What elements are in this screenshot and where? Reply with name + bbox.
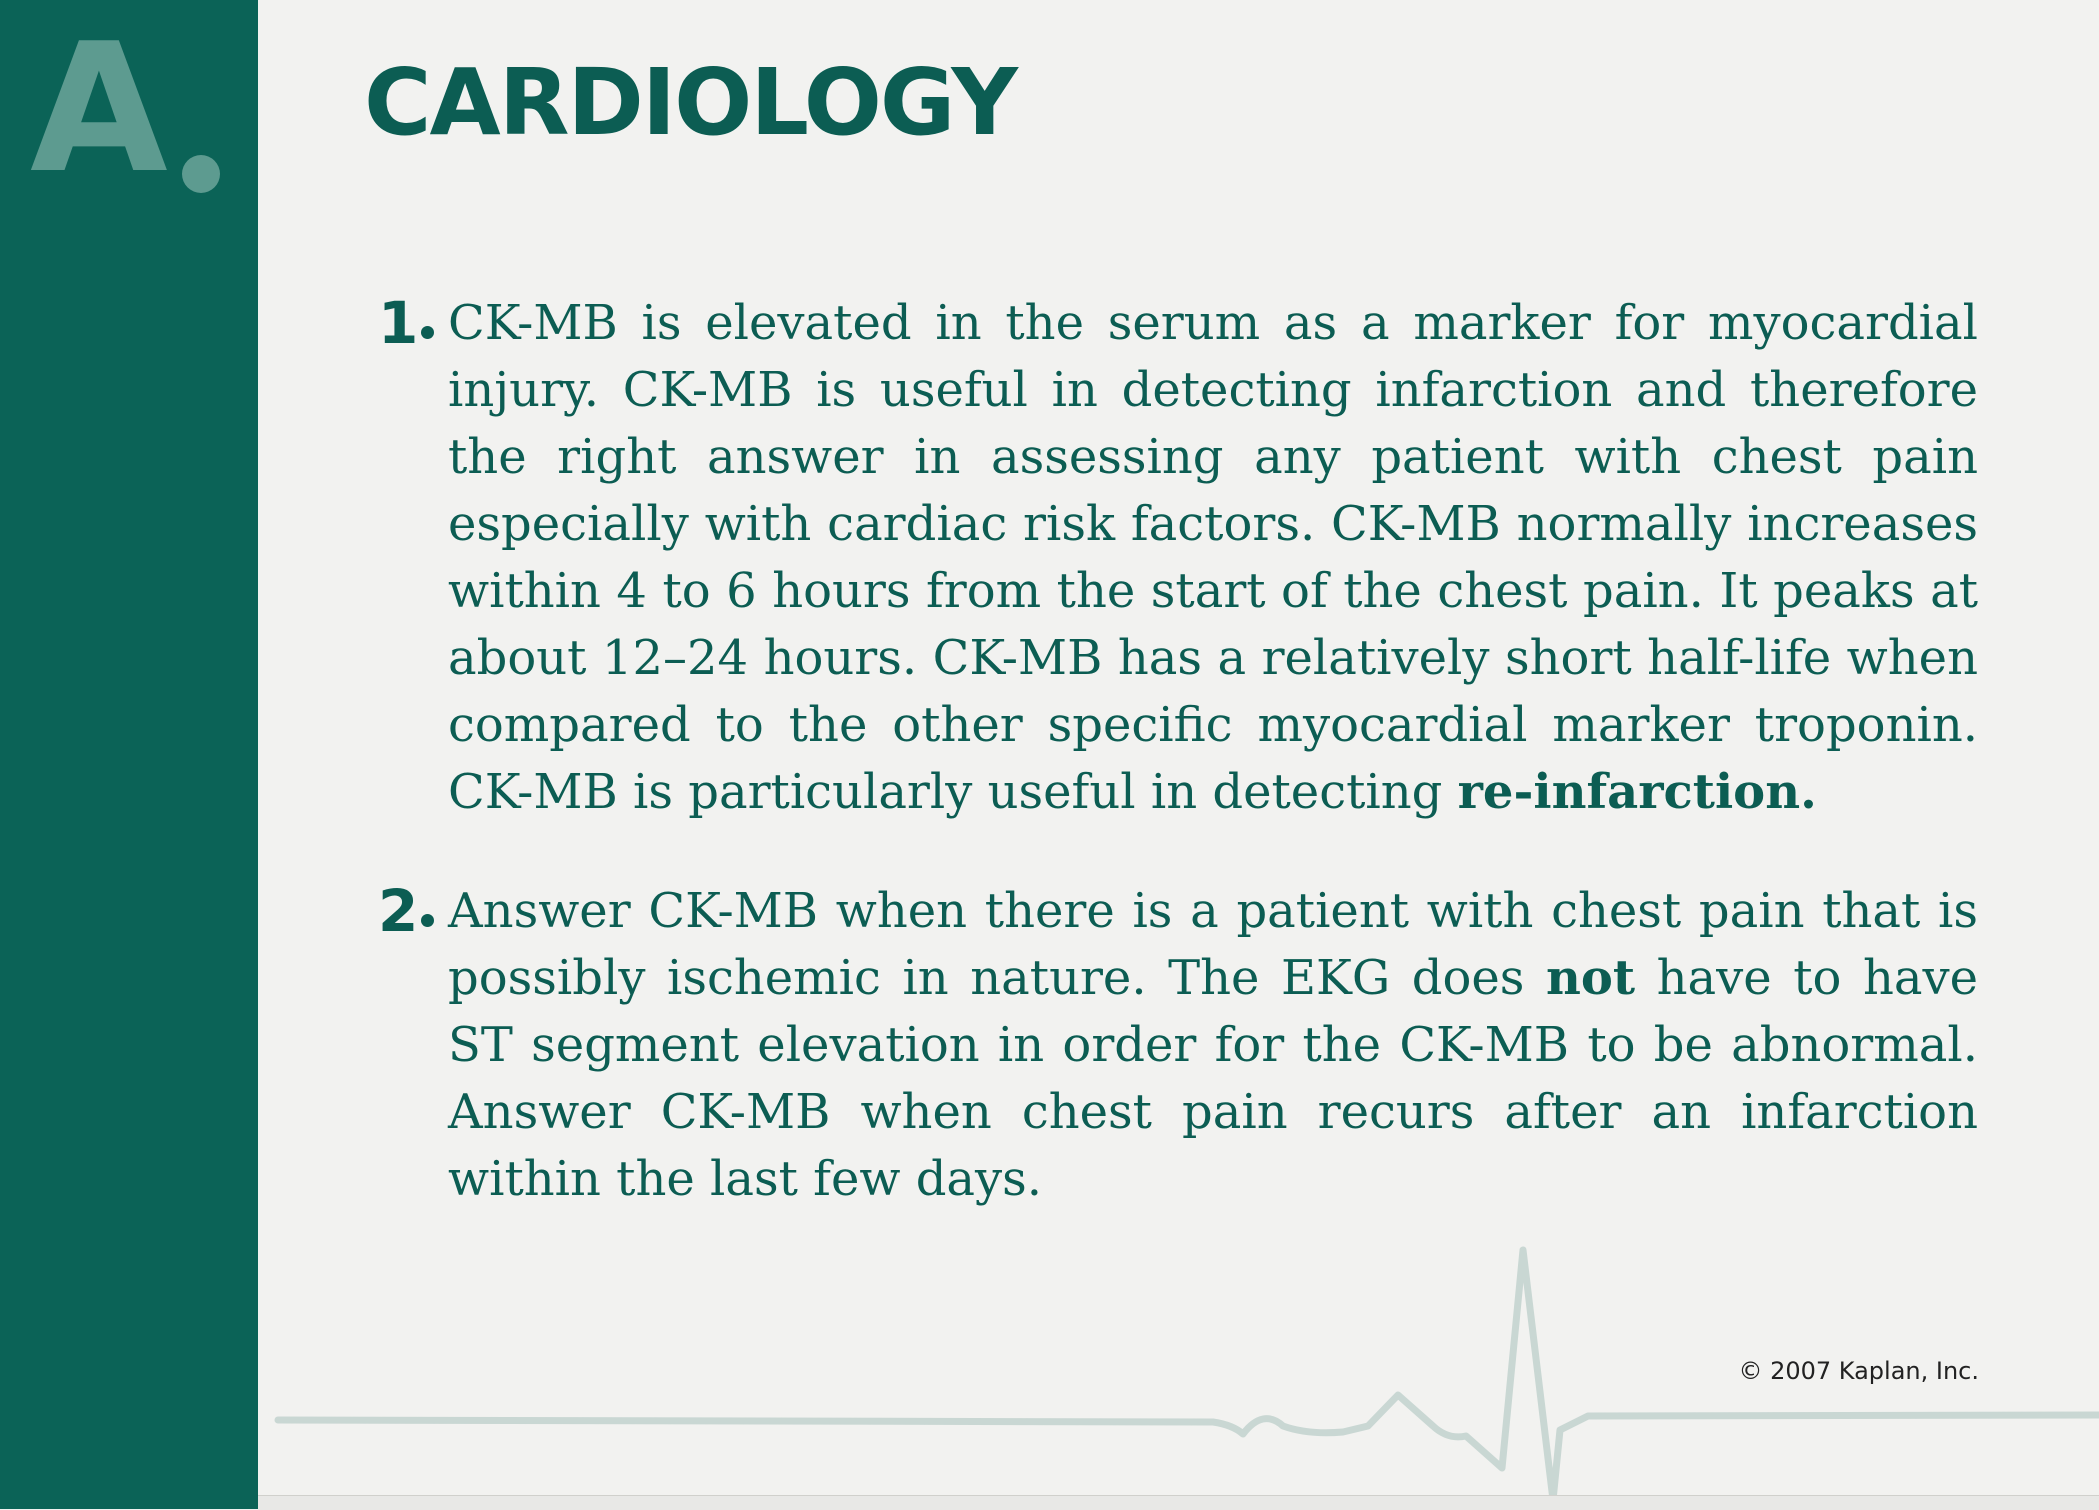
- item-text-bold: not: [1546, 950, 1636, 1006]
- section-letter: A: [30, 5, 164, 212]
- item-text-start: Answer CK-MB when there is a patient with chest pain that is possibly ischemic in nature. The EKG does: [448, 883, 1978, 1006]
- item-number: [378, 290, 434, 357]
- page-bottom-edge: [258, 1495, 2099, 1510]
- item-number-dot: [421, 326, 434, 339]
- item-number-text: 2: [378, 877, 419, 945]
- section-letter-dot: [182, 155, 220, 193]
- item-text-bold: re-infarction.: [1457, 764, 1817, 820]
- page-title: CARDIOLOGY: [364, 49, 1017, 156]
- item-number-text: 1: [378, 289, 419, 357]
- item-text: [448, 878, 1978, 1213]
- ekg-trace-decoration: [258, 1240, 2099, 1509]
- item-text-plain: CK-MB is elevated in the serum as a marker for myocardial injury. CK-MB is useful in detecting infarction and therefore the right answer in assessing any patient with chest pain especially with cardiac risk factors. CK-MB normally increases within 4 to 6 hours from the start of the chest pain. It peaks at about 12–24 hours. CK-MB has a relatively short half-life when compared to the other specific myocardial marker troponin. CK-MB is particularly useful in detecting: [448, 295, 1978, 820]
- item-text: [448, 290, 1978, 826]
- item-number: [378, 878, 434, 945]
- section-sidebar: [0, 0, 258, 1509]
- item-text-end: have to have ST segment elevation in order for the CK-MB to be abnormal. Answer CK-MB when chest pain recurs after an infarction within the last few days.: [448, 950, 1979, 1207]
- copyright-notice: © 2007 Kaplan, Inc.: [1738, 1357, 1979, 1385]
- ekg-trace-line: [278, 1250, 2099, 1500]
- item-number-dot: [421, 914, 434, 927]
